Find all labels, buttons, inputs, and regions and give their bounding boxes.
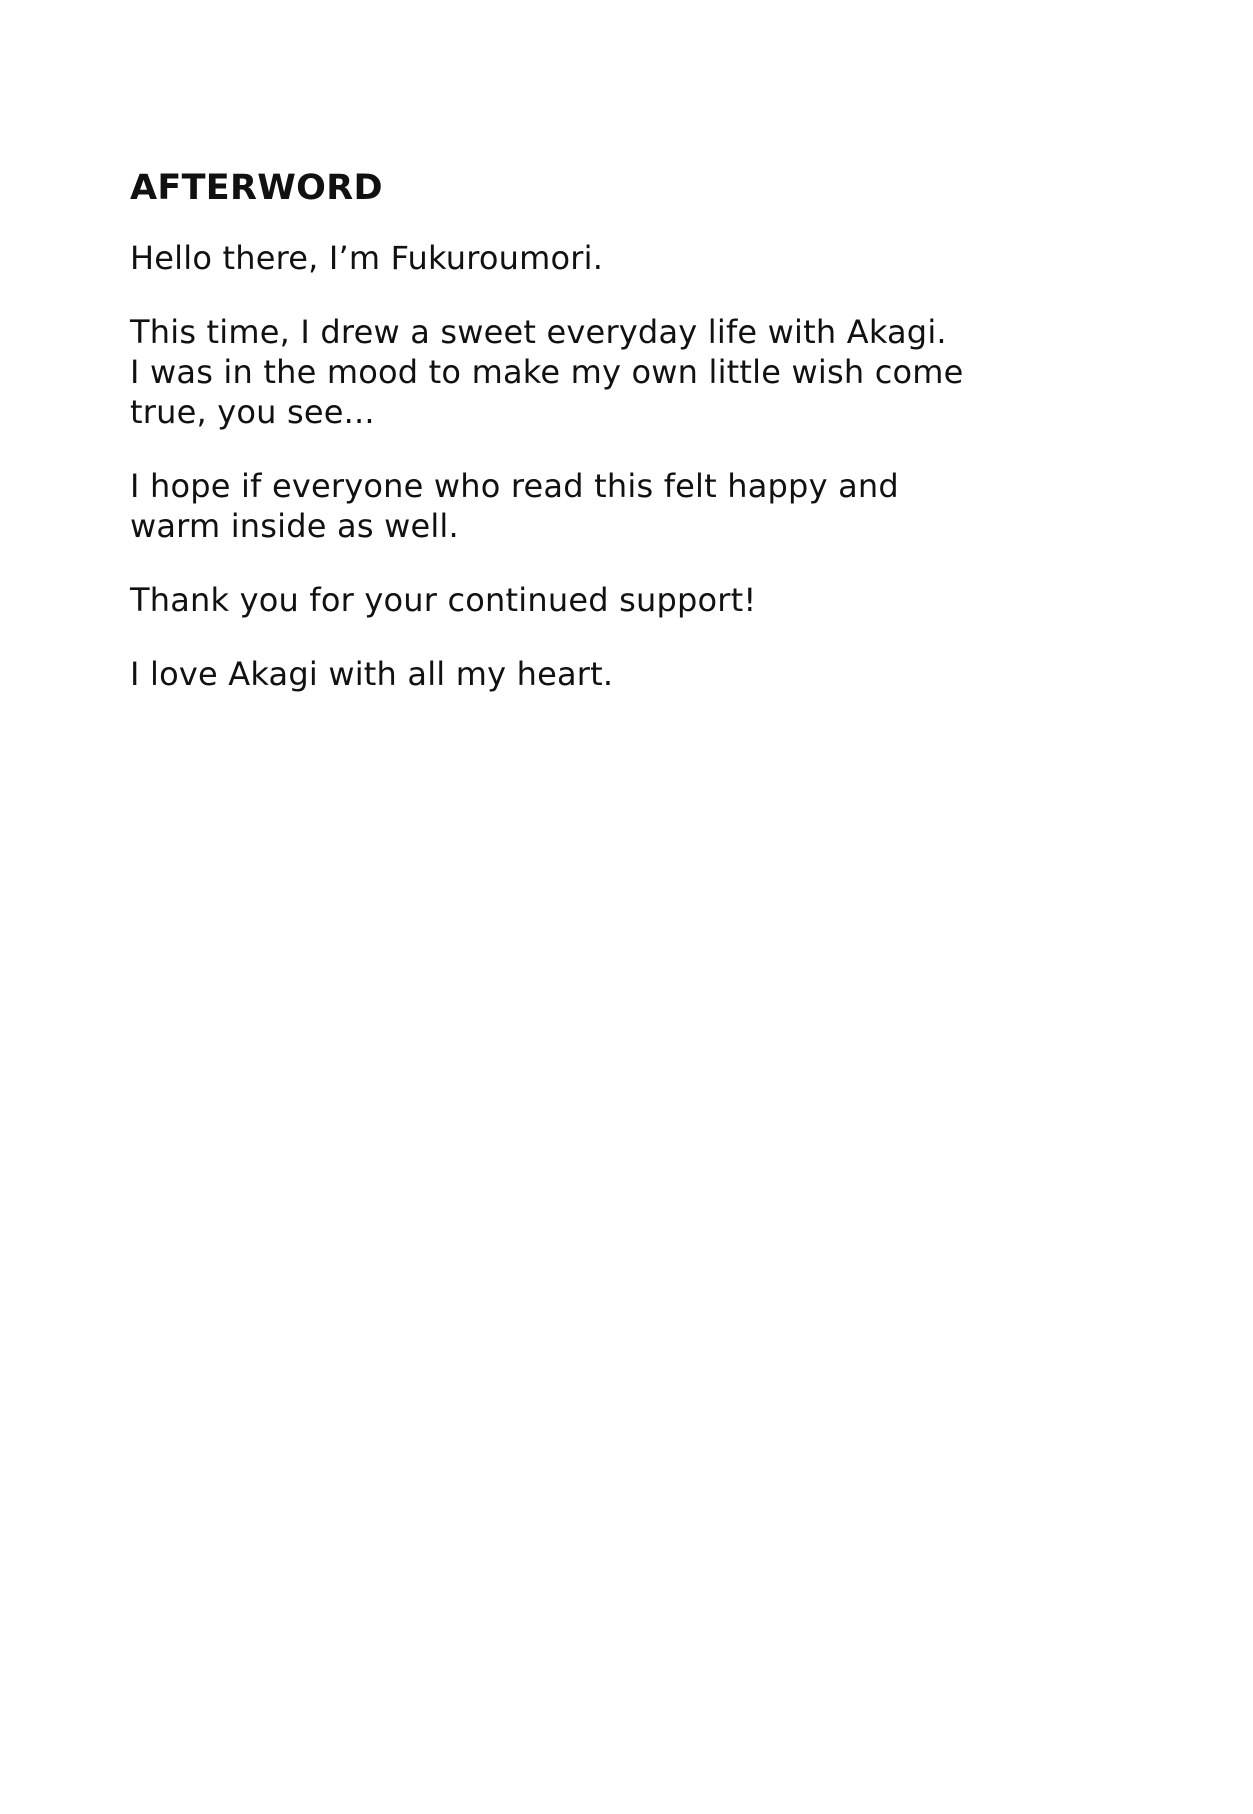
text-line: Hello there, I’m Fukuroumori.	[130, 239, 604, 278]
paragraph-thanks	[130, 580, 1030, 620]
text-line: I hope if everyone who read this felt happy and	[130, 467, 899, 506]
text-line: I was in the mood to make my own little wish come	[130, 353, 964, 392]
text-line: This time, I drew a sweet everyday life with Akagi.	[130, 313, 947, 352]
page-title: AFTERWORD	[130, 168, 383, 208]
text-line: Thank you for your continued support!	[130, 581, 757, 620]
text-line: warm inside as well.	[130, 507, 459, 546]
paragraph-closing	[130, 654, 1030, 694]
text-line: I love Akagi with all my heart.	[130, 655, 614, 694]
paragraph-hope	[130, 466, 1030, 546]
afterword-content	[130, 168, 1030, 728]
text-line: true, you see...	[130, 393, 375, 432]
paragraph-greeting	[130, 238, 1030, 278]
paragraph-story	[130, 312, 1030, 432]
